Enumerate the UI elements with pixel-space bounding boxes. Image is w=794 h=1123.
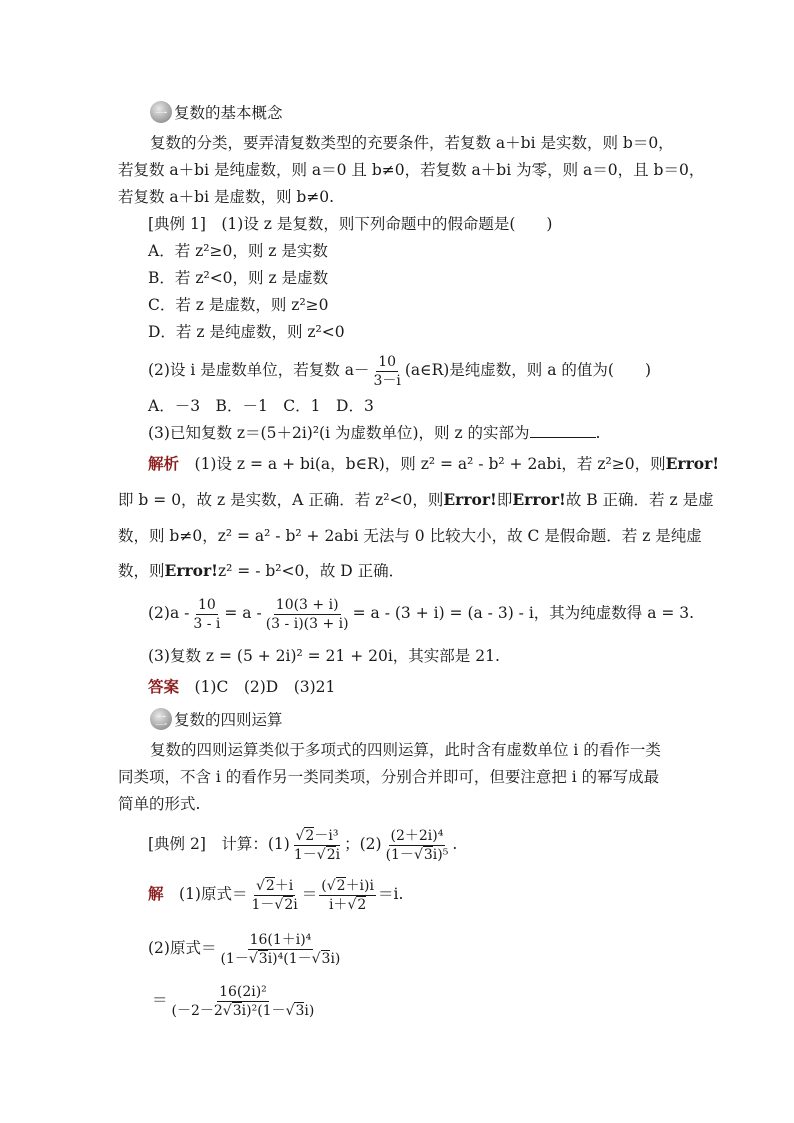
text: (1)设 z = a + bi(a，b∈R)，则 z² = a² - b² + 2abi，若 z²≥0，则 [179,455,666,473]
option-a: A．若 z²≥0，则 z 是实数 [148,242,328,260]
text: (1)原式＝ [163,885,248,903]
fraction-numerator: √2－i³ [295,827,339,844]
fraction-denominator: 3－i [373,372,401,389]
solution-2-line-1 [148,872,403,916]
text: ；(2) [344,835,382,853]
error-text: Error! [512,490,566,509]
text: . [595,424,601,442]
solution-line [148,453,719,475]
error-text: Error! [665,454,720,473]
error-text: Error! [443,490,497,509]
solution-line [118,560,404,582]
solution-line-2 [148,594,694,633]
solution-2-line-2 [148,926,344,970]
text: (2)原式＝ [148,939,217,957]
text: 即 b = 0，故 z 是实数，A 正确．若 z²<0，则 [118,491,444,509]
section-title: 复数的四则运算 [174,711,283,729]
text: (2)a - [148,604,190,622]
fraction-denominator: (－2－2√3i)²(1－√3i) [171,1002,315,1019]
text: = a - [224,604,262,622]
fraction-numerator: 16(2i)² [219,983,267,1000]
text: 即 [496,491,513,509]
option-d: D．若 z 是纯虚数，则 z²<0 [148,323,345,341]
fraction-denominator: i＋√2 [328,896,367,913]
fraction [218,931,342,968]
text: －i³ [314,827,339,844]
radicand: 3 [295,1002,305,1019]
radicand: 2 [265,877,275,894]
fraction-denominator: 1－√2i [251,896,298,913]
paragraph-line: 若复数 a＋bi 是纯虚数，则 a＝0 且 b≠0，若复数 a＋bi 为零，则 a＝0，且 b＝0， [118,161,705,179]
fraction [384,827,451,864]
text: i [293,896,298,913]
error-text: Error! [164,561,218,580]
paragraph-line: 同类项，不含 i 的看作另一类同类项，分别合并即可，但要注意把 i 的幂写成最 [118,768,660,786]
text: i)⁵ [432,846,449,863]
paragraph-line: 复数的分类，要弄清复数类型的充要条件，若复数 a＋bi 是实数，则 b＝0， [150,134,674,152]
radicand: 3 [321,950,331,967]
fraction-numerator: √2＋i [255,877,294,894]
radicand: 3 [423,846,433,863]
example-question-2 [148,352,651,390]
fraction-numerator: (2＋2i)⁴ [390,827,444,844]
text: ＋i)i [345,877,374,894]
text: ＝i. [377,885,404,903]
text: 1－ [293,846,317,863]
radicand: 3 [232,1002,242,1019]
fraction-denominator: 3 - i [193,615,221,632]
fraction-numerator: 10(3 + i) [275,596,339,613]
fraction-numerator: 16(1＋i)⁴ [249,931,312,948]
fraction-denominator: (1－√3i)⁵ [385,846,449,863]
example-question-3 [148,422,600,444]
radicand: 2 [326,846,336,863]
fraction-numerator: 10 [378,353,397,370]
text: (a∈R)是纯虚数，则 a 的值为( ) [404,361,651,379]
answer-line [148,676,335,698]
fraction [191,596,222,633]
fraction-denominator: (3 - i)(3 + i) [265,615,349,632]
text: i [335,846,341,863]
paragraph-line: 简单的形式. [118,795,201,813]
text: z² = - b²<0，故 D 正确． [217,562,405,580]
text: i) [330,950,341,967]
radicand: 2 [357,896,367,913]
section-number-badge: 二 [150,708,172,730]
text: ＋i [274,877,294,894]
fraction-denominator: 1－√2i [293,846,341,863]
paragraph-line: 复数的四则运算类似于多项式的四则运算，此时含有虚数单位 i 的看作一类 [150,741,661,759]
text: . [452,835,458,853]
fraction-numerator: (√2＋i)i [321,877,374,894]
question-2-options: A．－3 B．－1 C．1 D．3 [148,397,374,415]
text: i) [304,1002,315,1019]
fraction [264,596,351,633]
option-b: B．若 z²<0，则 z 是虚数 [148,269,329,287]
solution-label: 解析 [148,454,180,473]
text: i)⁴(1－ [267,950,312,967]
solution-2-line-3 [152,978,318,1022]
fraction [319,877,376,914]
radicand: 2 [336,877,346,894]
text: (3)已知复数 z＝(5＋2i)²(i 为虚数单位)，则 z 的实部为 [148,424,530,442]
text: 故 B 正确．若 z 是虚 [565,491,714,509]
text: [典例 2] 计算：(1) [148,835,290,853]
text: (1－ [385,846,414,863]
section-heading-1 [150,100,283,124]
paragraph-line: 若复数 a＋bi 是虚数，则 b≠0. [118,188,335,206]
answer-text: (1)C (2)D (3)21 [179,678,336,696]
section-heading-2 [150,707,283,731]
example-2-question [148,822,457,866]
fraction [249,877,299,914]
solution-line [118,489,714,511]
section-number-badge: 一 [150,101,172,123]
option-c: C．若 z 是虚数，则 z²≥0 [148,296,329,314]
radicand: 2 [284,896,294,913]
radicand: 3 [258,950,268,967]
answer-label: 答案 [148,677,180,696]
text: 数，则 [118,562,165,580]
text: i＋ [328,896,348,913]
text: ＝ [301,885,318,903]
radicand: 2 [305,827,315,844]
text: (2)设 i 是虚数单位，若复数 a－ [148,361,370,379]
fraction [170,983,317,1020]
text: ＝ [152,991,168,1009]
solution-label: 解 [148,884,164,903]
fraction-numerator: 10 [197,596,216,613]
text: = a - (3 + i) = (a - 3) - i，其为纯虚数得 a = 3. [352,604,695,622]
fraction [371,353,402,390]
text: 1－ [251,896,275,913]
fraction-denominator: (1－√3i)⁴(1－√3i) [220,950,341,967]
text: i)²(1－ [241,1002,286,1019]
text: ( [321,877,327,894]
example-question: [典例 1] (1)设 z 是复数，则下列命题中的假命题是( ) [148,215,553,233]
text: (－2－2 [171,1002,223,1019]
text: (1－ [220,950,249,967]
section-title: 复数的基本概念 [174,104,283,122]
fraction [292,827,342,864]
answer-blank [530,423,596,438]
solution-line-3: (3)复数 z = (5 + 2i)² = 21 + 20i，其实部是 21. [148,647,500,665]
solution-line: 数，则 b≠0，z² = a² - b² + 2abi 无法与 0 比较大小，故 C 是假命题．若 z 是纯虚 [118,527,702,545]
